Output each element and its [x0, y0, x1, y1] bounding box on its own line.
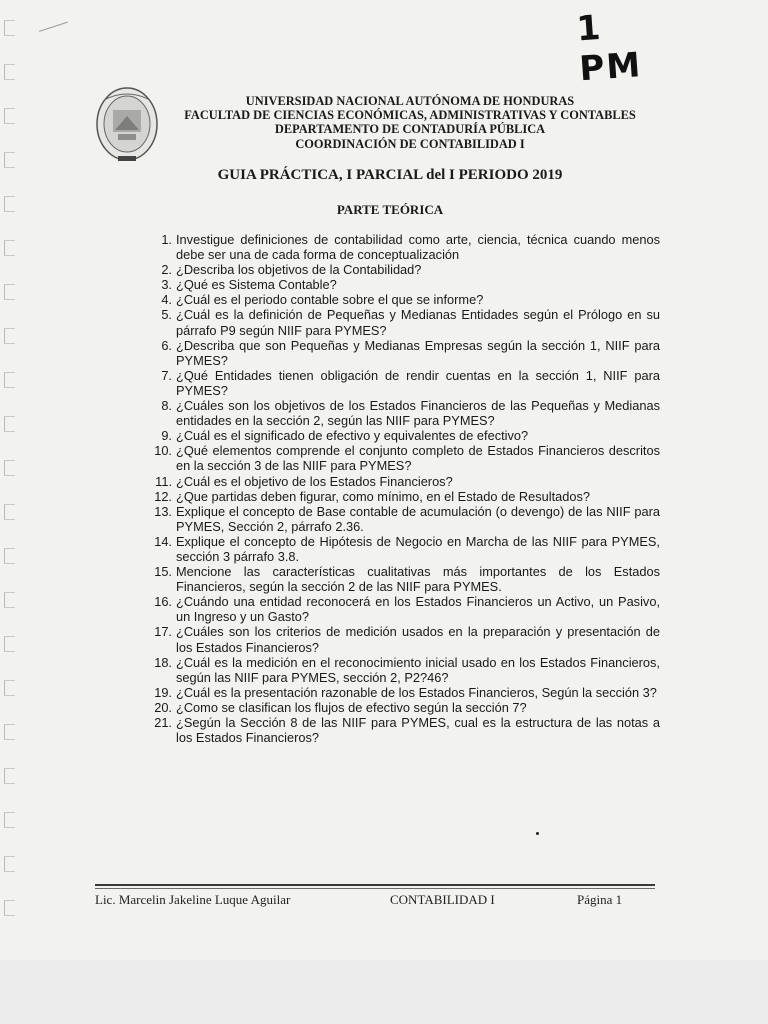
question-item — [150, 398, 660, 428]
question-text: ¿Como se clasifican los flujos de efectivo según la sección 7? — [176, 699, 527, 715]
question-item — [150, 232, 660, 262]
university-seal-icon — [94, 86, 160, 166]
pen-mark — [39, 22, 71, 42]
question-number: 1. — [161, 232, 172, 247]
question-item — [150, 292, 660, 307]
footer-course: CONTABILIDAD I — [390, 892, 495, 907]
question-item — [150, 504, 660, 534]
question-text: ¿Que partidas deben figurar, como mínimo, en el Estado de Resultados? — [176, 488, 590, 504]
institution-header — [170, 94, 650, 151]
question-number: 9. — [161, 428, 172, 444]
document-title: GUIA PRÁCTICA, I PARCIAL del I PERIODO 2019 — [217, 167, 563, 183]
question-item — [150, 262, 660, 277]
question-text: ¿Cuál es el objetivo de los Estados Financieros? — [176, 473, 453, 489]
question-number: 11. — [155, 473, 172, 489]
question-text: ¿Qué es Sistema Contable? — [176, 277, 337, 293]
question-number: 19. — [154, 684, 172, 700]
footer-divider — [95, 884, 655, 886]
footer-divider-thin — [95, 888, 655, 889]
question-item — [150, 534, 660, 564]
question-number: 16. — [154, 594, 172, 610]
question-text: ¿Cuáles son los objetivos de los Estados Financieros de las Pequeñas y Medianas entidades en la sección 2, según las NIIF para PYMES? — [176, 398, 660, 429]
question-item — [150, 700, 660, 715]
question-number: 20. — [154, 699, 172, 715]
question-number: 21. — [154, 715, 172, 730]
question-text: ¿Cuál es el periodo contable sobre el que se informe? — [176, 292, 484, 308]
question-number: 12. — [154, 488, 172, 504]
question-text: ¿Qué Entidades tienen obligación de rendir cuentas en la sección 1, NIIF para PYMES? — [176, 367, 660, 398]
question-item — [150, 715, 660, 745]
question-number: 4. — [161, 292, 172, 308]
question-list — [150, 232, 660, 745]
question-item — [150, 277, 660, 292]
question-text: ¿Según la Sección 8 de las NIIF para PYMES, cual es la estructura de las notas a los Estados Financieros? — [176, 715, 660, 746]
handwritten-annotation: 1 PM — [575, 7, 644, 90]
question-number: 14. — [154, 533, 172, 549]
question-text: ¿Describa que son Pequeñas y Medianas Empresas según la sección 1, NIIF para PYMES? — [176, 337, 660, 368]
question-number: 17. — [154, 624, 172, 640]
question-number: 2. — [161, 262, 172, 278]
question-text: ¿Qué elementos comprende el conjunto completo de Estados Financieros descritos en la sección 3 de las NIIF para PYMES? — [176, 443, 660, 474]
question-item — [150, 443, 660, 473]
binding-holes — [4, 20, 20, 920]
question-number: 7. — [161, 367, 172, 383]
faculty-name: FACULTAD DE CIENCIAS ECONÓMICAS, ADMINISTRATIVAS Y CONTABLES — [184, 108, 636, 123]
question-text: ¿Cuál es la definición de Pequeñas y Medianas Entidades según el Prólogo en su párrafo P9 según NIIF para PYMES? — [176, 307, 660, 338]
question-item — [150, 655, 660, 685]
coordination-name: COORDINACIÓN DE CONTABILIDAD I — [295, 136, 525, 151]
question-text: ¿Cuál es el significado de efectivo y equivalentes de efectivo? — [176, 428, 529, 444]
question-item — [150, 338, 660, 368]
footer-author: Lic. Marcelin Jakeline Luque Aguilar — [95, 892, 291, 907]
question-text: Mencione las características cualitativas más importantes de los Estados Financieros, según la sección 2 de las NIIF para PYMES. — [176, 564, 660, 595]
question-text: ¿Cuáles son los criterios de medición usados en la preparación y presentación de los Estados Financieros? — [176, 624, 660, 655]
question-item — [150, 685, 660, 700]
question-number: 8. — [161, 398, 172, 414]
page-footer — [95, 892, 655, 912]
question-item — [150, 489, 660, 504]
question-number: 18. — [154, 654, 172, 670]
question-text: ¿Cuál es la presentación razonable de los Estados Financieros, Según la sección 3? — [176, 684, 657, 700]
question-item — [150, 368, 660, 398]
question-item — [150, 624, 660, 654]
question-item — [150, 564, 660, 594]
question-number: 10. — [154, 443, 172, 459]
question-number: 6. — [161, 337, 172, 353]
question-text: ¿Describa los objetivos de la Contabilidad? — [176, 262, 422, 278]
footer-page-number: Página 1 — [577, 892, 623, 907]
question-number: 3. — [161, 277, 172, 293]
university-name: UNIVERSIDAD NACIONAL AUTÓNOMA DE HONDURAS — [245, 94, 575, 108]
ink-dot — [536, 832, 539, 835]
question-item — [150, 307, 660, 337]
question-text: Investigue definiciones de contabilidad como arte, ciencia, técnica cuando menos debe ser una de cada forma de conceptualización — [176, 232, 660, 263]
question-text: ¿Cuál es la medición en el reconocimiento inicial usado en los Estados Financieros, según las NIIF para PYMES, sección 2, P2?46? — [176, 654, 660, 685]
question-item — [150, 474, 660, 489]
question-number: 5. — [161, 307, 172, 323]
department-name: DEPARTAMENTO DE CONTADURÍA PÚBLICA — [274, 122, 546, 137]
question-number: 13. — [154, 503, 172, 519]
question-number: 15. — [154, 564, 172, 580]
question-text: ¿Cuándo una entidad reconocerá en los Estados Financieros un Activo, un Pasivo, un Ingreso y un Gasto? — [176, 594, 660, 625]
question-text: Explique el concepto de Base contable de acumulación (o devengo) de las NIIF para PYMES, Sección 2, párrafo 2.36. — [176, 503, 660, 534]
question-item — [150, 594, 660, 624]
question-item — [150, 428, 660, 443]
question-text: Explique el concepto de Hipótesis de Negocio en Marcha de las NIIF para PYMES, sección 3 párrafo 3.8. — [176, 533, 660, 564]
section-title: PARTE TEÓRICA — [336, 202, 444, 217]
